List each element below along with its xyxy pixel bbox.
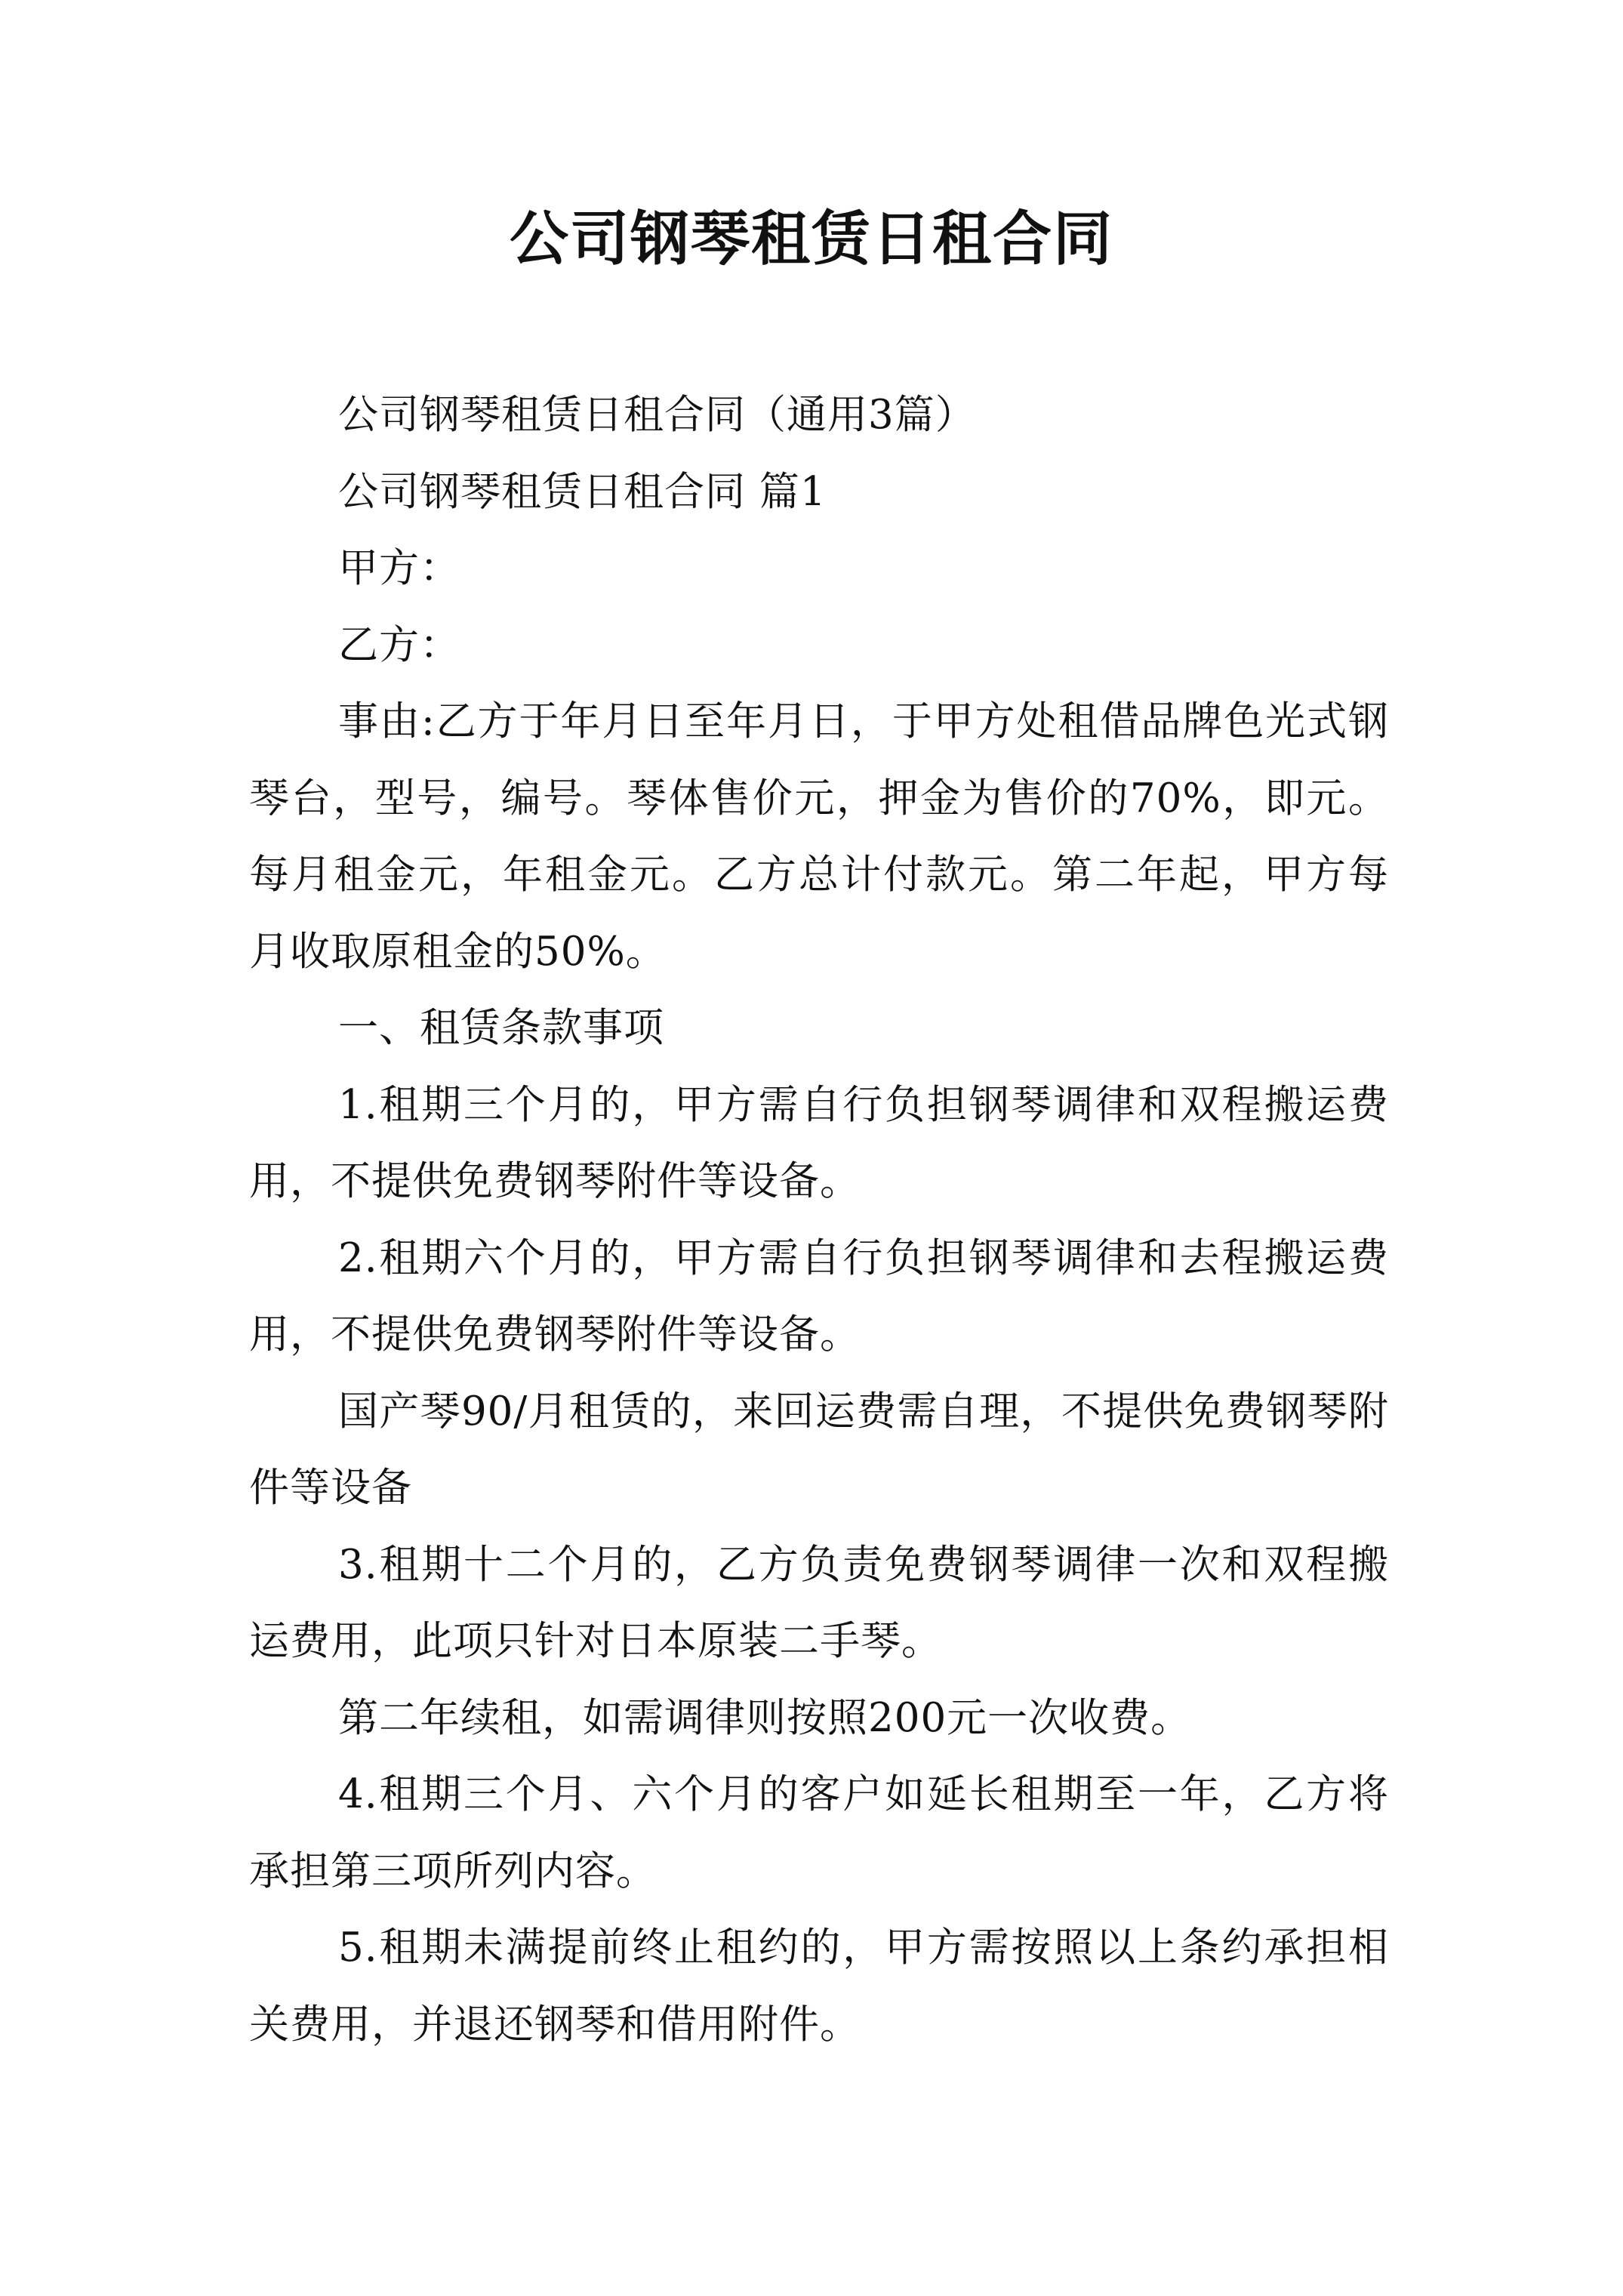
paragraph-party-b: 乙方： — [338, 621, 460, 668]
paragraph-renewal: 第二年续租，如需调律则按照200元一次收费。 — [338, 1694, 1192, 1741]
paragraph-item-4: 4.租期三个月、六个月的客户如延长租期至一年，乙方将承担第三项所列内容。 — [249, 1771, 1389, 1894]
paragraph-domestic-piano: 国产琴90/月租赁的，来回运费需自理，不提供免费钢琴附件等设备 — [249, 1388, 1389, 1511]
paragraph-section-heading: 公司钢琴租赁日租合同 篇1 — [338, 468, 827, 515]
document-title: 公司钢琴租赁日租合同 — [509, 205, 1113, 273]
paragraph-item-1: 1.租期三个月的，甲方需自行负担钢琴调律和双程搬运费用，不提供免费钢琴附件等设备。 — [249, 1081, 1389, 1204]
paragraph-reason: 事由:乙方于年月日至年月日，于甲方处租借品牌色光式钢琴台，型号，编号。琴体售价元，押金为售价的70%，即元。每月租金元，年租金元。乙方总计付款元。第二年起，甲方每月收取原租金的50%。 — [249, 698, 1389, 975]
paragraph-item-5: 5.租期未满提前终止租约的，甲方需按照以上条约承担相关费用，并退还钢琴和借用附件。 — [249, 1925, 1389, 2048]
paragraph-clause-heading: 一、租赁条款事项 — [338, 1005, 664, 1051]
paragraph-subtitle: 公司钢琴租赁日租合同（通用3篇） — [338, 392, 976, 438]
document-body — [249, 377, 1389, 2063]
paragraph-item-2: 2.租期六个月的，甲方需自行负担钢琴调律和去程搬运费用，不提供免费钢琴附件等设备。 — [249, 1234, 1389, 1358]
paragraph-party-a: 甲方： — [338, 545, 460, 591]
paragraph-item-3: 3.租期十二个月的，乙方负责免费钢琴调律一次和双程搬运费用，此项只针对日本原装二手琴。 — [249, 1541, 1389, 1664]
